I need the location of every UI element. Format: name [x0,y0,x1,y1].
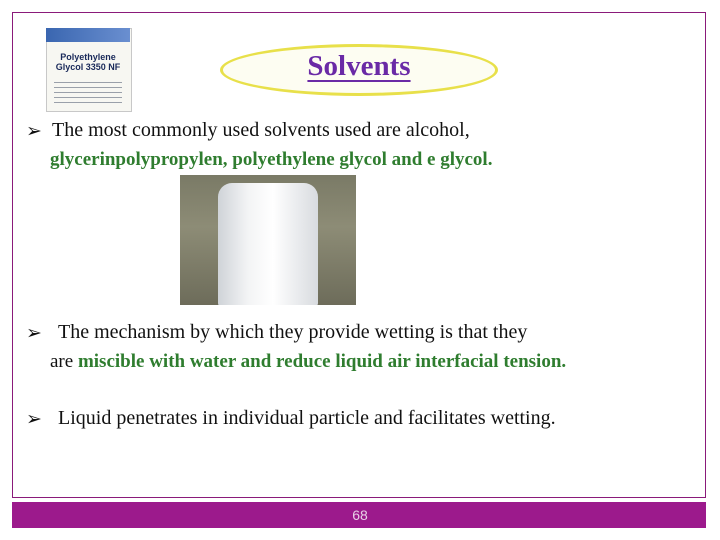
page-number: 68 [352,507,368,523]
bullet-2-line-2-prefix: are [50,351,78,372]
bullet-2-line-1: The mechanism by which they provide wetting is that they [58,321,528,343]
product-photo [180,175,356,305]
arrow-bullet-icon: ➢ [26,408,42,430]
bullet-1-line-2: glycerinpolypropylen, polyethylene glycol and e glycol. [50,149,493,170]
bottle-label-fine-print [54,82,122,104]
bottle-shape [218,183,318,305]
bullet-2-line-2 [50,350,566,374]
bottle-label-product-text: Polyethylene Glycol 3350 NF [55,52,121,72]
bullet-1-line-1: The most commonly used solvents used are alcohol, [52,119,470,141]
bottle-label-band [46,28,130,42]
bullet-3-line-1: Liquid penetrates in individual particle and facilitates wetting. [58,407,556,429]
slide-title: Solvents [307,50,411,82]
bullet-2-highlight: miscible with water and reduce liquid air interfacial tension. [77,351,567,372]
arrow-bullet-icon: ➢ [26,322,42,344]
arrow-bullet-icon: ➢ [26,120,42,142]
